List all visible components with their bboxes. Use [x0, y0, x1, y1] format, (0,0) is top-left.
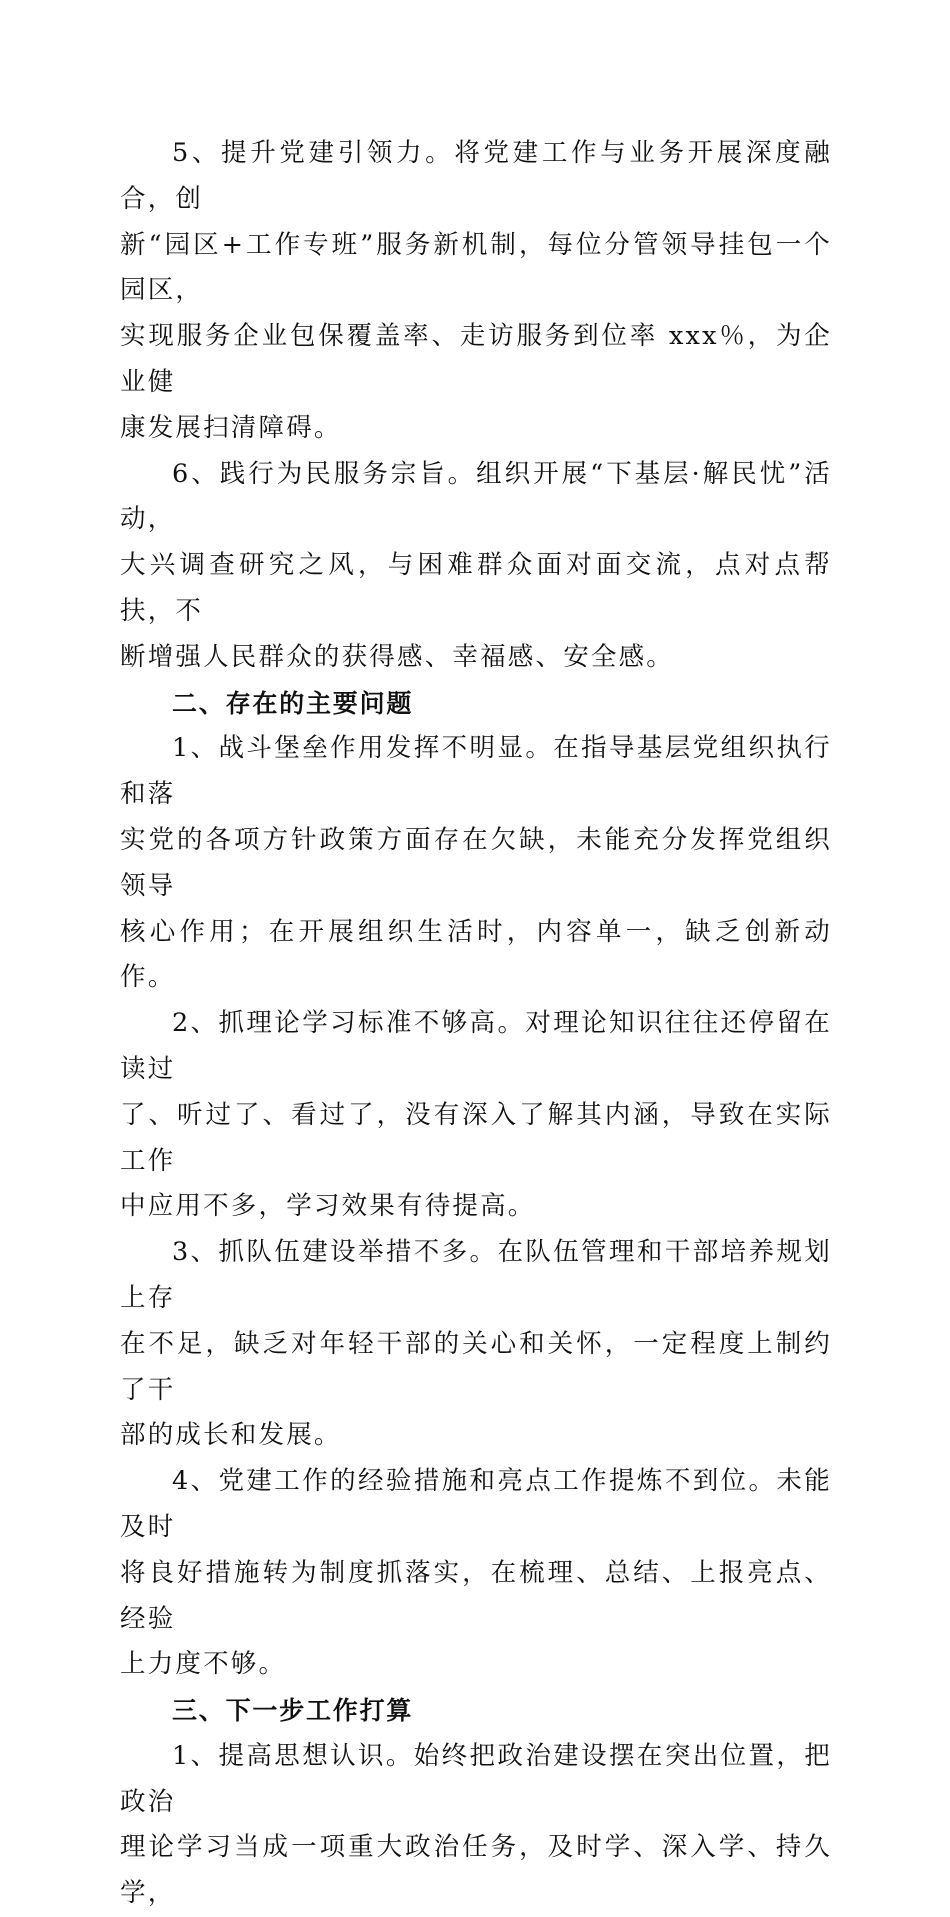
paragraph-next-1: [120, 1734, 832, 1917]
text-line: 理论学习当成一项重大政治任务，及时学、深入学、持久学，: [120, 1832, 832, 1909]
paragraph-problem-1: [120, 726, 832, 1001]
paragraph-problem-4: [120, 1459, 832, 1688]
text-line: 实现服务企业包保覆盖率、走访服务到位率 xxx％，为企业健: [120, 321, 832, 397]
text-line: 了、听过了、看过了，没有深入了解其内涵，导致在实际工作: [120, 1099, 832, 1176]
text-line: 上力度不够。: [120, 1649, 287, 1680]
text-line: 康发展扫清障碍。: [120, 412, 342, 443]
section-heading-problems: 二、存在的主要问题: [172, 688, 414, 718]
paragraph-item-6: [120, 452, 832, 681]
text-line: 4、党建工作的经验措施和亮点工作提炼不到位。未能及时: [120, 1466, 832, 1542]
text-line: 6、践行为民服务宗旨。组织开展“下基层·解民忧”活动，: [120, 458, 832, 535]
text-line: 实党的各项方针政策方面存在欠缺，未能充分发挥党组织领导: [120, 824, 832, 901]
text-line: 新“园区+工作专班”服务新机制，每位分管领导挂包一个园区，: [120, 229, 832, 306]
text-line: 核心作用；在开展组织生活时，内容单一，缺乏创新动作。: [120, 916, 832, 993]
section-heading-next-steps: 三、下一步工作打算: [172, 1696, 414, 1726]
text-line: 5、提升党建引领力。将党建工作与业务开展深度融合，创: [120, 138, 832, 214]
text-line: 在不足，缺乏对年轻干部的关心和关怀，一定程度上制约了干: [120, 1328, 832, 1405]
text-line: 大兴调查研究之风，与困难群众面对面交流，点对点帮扶，不: [120, 550, 832, 626]
text-line: 断增强人民群众的获得感、幸福感、安全感。: [120, 641, 675, 672]
text-line: 2、抓理论学习标准不够高。对理论知识往往还停留在读过: [120, 1008, 832, 1084]
text-line: 中应用不多，学习效果有待提高。: [120, 1191, 536, 1222]
text-line: 将良好措施转为制度抓落实，在梳理、总结、上报亮点、经验: [120, 1557, 832, 1634]
text-line: 1、战斗堡垒作用发挥不明显。在指导基层党组织执行和落: [120, 733, 832, 810]
text-line: 部的成长和发展。: [120, 1420, 342, 1451]
paragraph-problem-2: [120, 1001, 832, 1230]
document-body: [120, 131, 832, 1917]
text-line: 3、抓队伍建设举措不多。在队伍管理和干部培养规划上存: [120, 1237, 832, 1313]
text-line: 1、提高思想认识。始终把政治建设摆在突出位置，把政治: [120, 1740, 832, 1817]
paragraph-item-5: [120, 131, 832, 452]
paragraph-problem-3: [120, 1230, 832, 1459]
